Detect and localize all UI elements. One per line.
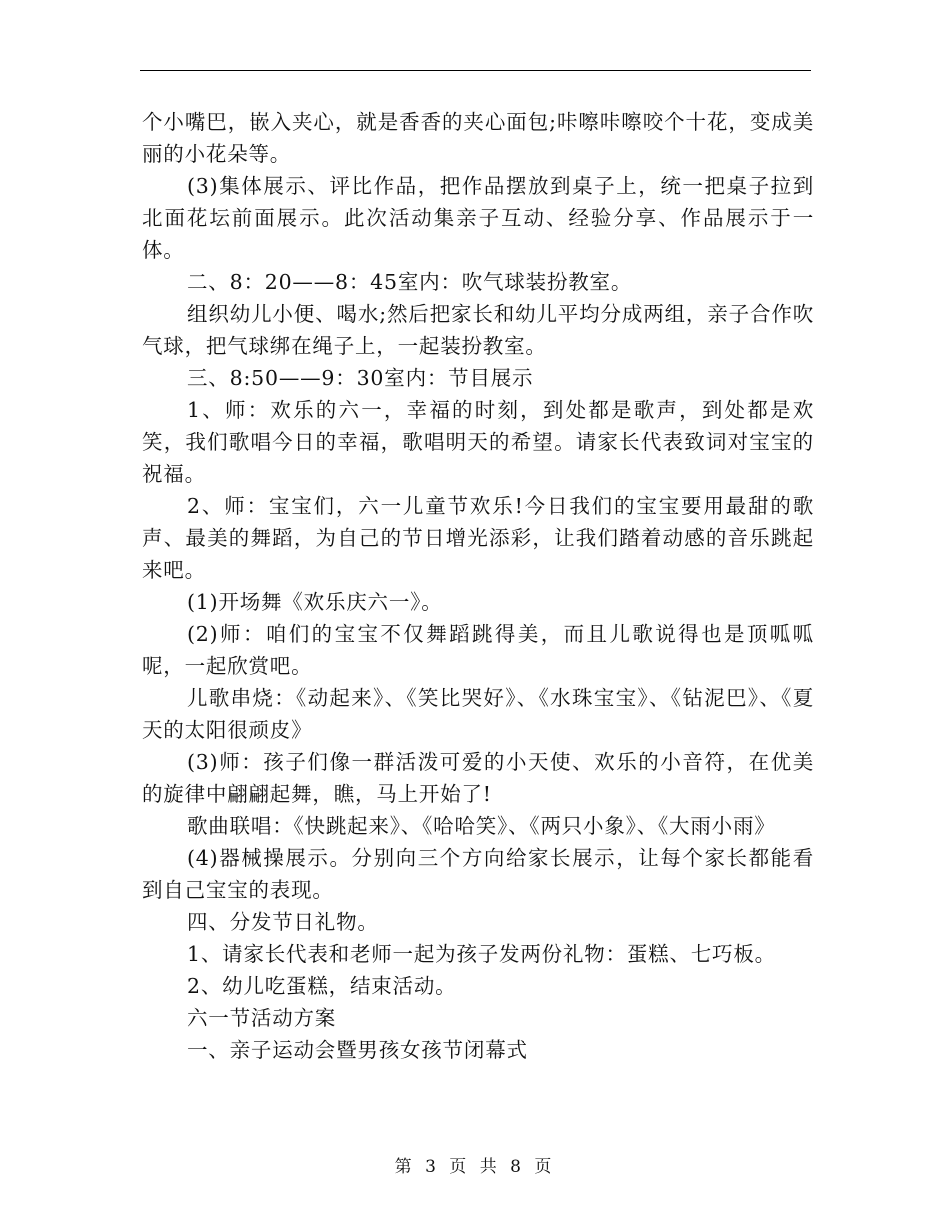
header-rule: [140, 70, 811, 71]
page-number: 第 3 页 共 8 页: [394, 1157, 556, 1177]
paragraph: 组织幼儿小便、喝水;然后把家长和幼儿平均分成两组，亲子合作吹气球，把气球绑在绳子上，一起装扮教室。: [142, 302, 814, 358]
paragraph: 2、幼儿吃蛋糕，结束活动。: [187, 974, 457, 998]
section-heading: 三、8:50——9：30室内：节目展示: [187, 366, 534, 390]
paragraph: (2)师：咱们的宝宝不仅舞蹈跳得美，而且儿歌说得也是顶呱呱呢，一起欣赏吧。: [142, 622, 814, 678]
document-title: 六一节活动方案: [187, 1006, 337, 1030]
paragraph: 1、请家长代表和老师一起为孩子发两份礼物：蛋糕、七巧板。: [187, 942, 776, 966]
paragraph: (4)器械操展示。分别向三个方向给家长展示，让每个家长都能看到自己宝宝的表现。: [142, 846, 814, 902]
paragraph: 歌曲联唱：《快跳起来》、《哈哈笑》、《两只小象》、《大雨小雨》: [187, 814, 776, 838]
paragraph: (3)集体展示、评比作品，把作品摆放到桌子上，统一把桌子拉到北面花坛前面展示。此次活动集亲子互动、经验分享、作品展示于一体。: [142, 174, 814, 262]
section-heading: 二、8：20——8：45室内：吹气球装扮教室。: [187, 270, 633, 294]
paragraph: 1、师：欢乐的六一，幸福的时刻，到处都是歌声，到处都是欢笑，我们歌唱今日的幸福，歌唱明天的希望。请家长代表致词对宝宝的祝福。: [142, 398, 814, 486]
paragraph: (3)师：孩子们像一群活泼可爱的小天使、欢乐的小音符，在优美的旋律中翩翩起舞，瞧，马上开始了!: [142, 750, 814, 806]
section-heading: 四、分发节日礼物。: [187, 910, 379, 934]
paragraph: (1)开场舞《欢乐庆六一》。: [187, 590, 443, 614]
paragraph: 2、师：宝宝们，六一儿童节欢乐!今日我们的宝宝要用最甜的歌声、最美的舞蹈，为自己的节日增光添彩，让我们踏着动感的音乐跳起来吧。: [142, 494, 814, 582]
paragraph: 个小嘴巴，嵌入夹心，就是香香的夹心面包;咔嚓咔嚓咬个十花，变成美丽的小花朵等。: [142, 110, 814, 166]
section-heading: 一、亲子运动会暨男孩女孩节闭幕式: [187, 1038, 528, 1062]
document-body: [142, 106, 814, 1066]
paragraph: 儿歌串烧：《动起来》、《笑比哭好》、《水珠宝宝》、《钻泥巴》、《夏天的太阳很顽皮》: [142, 686, 814, 742]
